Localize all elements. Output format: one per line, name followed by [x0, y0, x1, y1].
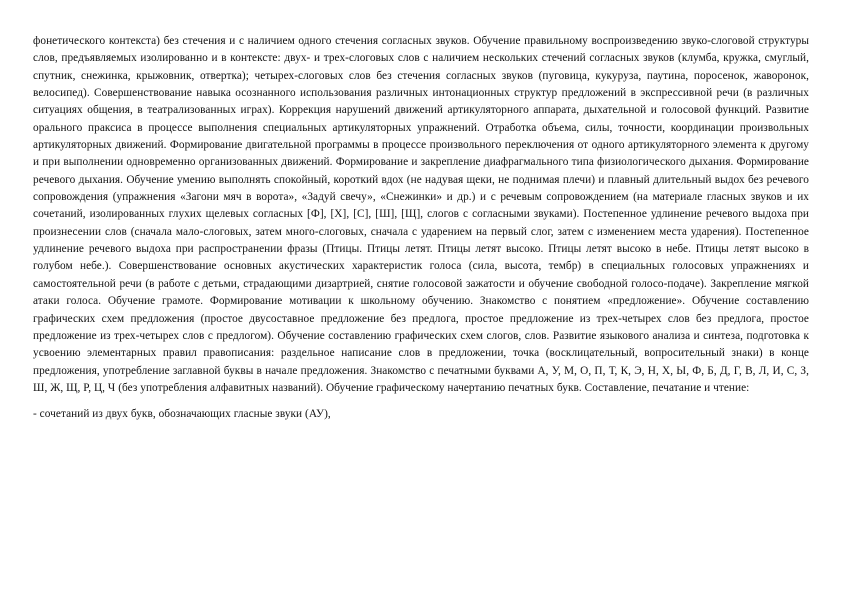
list-item: - сочетаний из двух букв, обозначающих гласные звуки (АУ),	[33, 408, 331, 421]
document-page	[33, 33, 809, 424]
body-paragraph: фонетического контекста) без стечения и с наличием одного стечения согласных звуков. Обучение правильному воспроизведению звуко-слоговой структуры слов, предъявляемых изолированно и в контексте: двух- и трех-слоговых слов с наличием нескольких стечений согласных звуков (клумба, кружка, смуглый, спутник, снежинка, крыжовник, отвертка); четырех-слоговых слов без стечения согласных звуков (пуговица, кукуруза, паутина, поросенок, жаворонок, велосипед). Совершенствование навыка осознанного использования различных интонационных структур предложений в экспрессивной речи (в различных ситуациях общения, в театрализованных играх). Коррекция нарушений движений артикуляторного аппарата, дыхательной и голосовой функций. Развитие орального праксиса в процессе выполнения специальных артикуляторных упражнений. Отработка объема, силы, точности, координации произвольных артикуляторных движений. Формирование двигательной программы в процессе произвольного переключения от одного артикуляторного элемента к другому и при выполнении одновременно организованных движений. Формирование и закрепление диафрагмального типа физиологического дыхания. Формирование речевого дыхания. Обучение умению выполнять спокойный, короткий вдох (не надувая щеки, не поднимая плечи) и плавный длительный выдох без речевого сопровождения (упражнения «Загони мяч в ворота», «Задуй свечу», «Снежинки» и др.) и с речевым сопровождением (на материале гласных звуков и их сочетаний, изолированных глухих щелевых согласных [Ф], [Х], [С], [Ш], [Щ], слогов с согласными звуками). Постепенное удлинение речевого выдоха при произнесении слов (сначала мало-слоговых, затем много-слоговых, сначала с ударением на первый слог, затем с изменением места ударения). Постепенное удлинение речевого выдоха при распространении фразы (Птицы. Птицы летят. Птицы летят высоко. Птицы летят высоко в небе. Птицы летят высоко в голубом небе.). Совершенствование основных акустических характеристик голоса (сила, высота, тембр) в специальных голосовых упражнениях и самостоятельной речи (в работе с детьми, страдающими дизартрией, снятие голосовой зажатости и обучение свободной голосо-подаче). Закрепление мягкой атаки голоса. Обучение грамоте. Формирование мотивации к школьному обучению. Знакомство с понятием «предложение». Обучение составлению графических схем предложения (простое двусоставное предложение без предлога, простое предложение из трех-четырех слов без предлога, простое предложение из трех-четырех слов с предлогом). Обучение составлению графических схем слогов, слов. Развитие языкового анализа и синтеза, подготовка к усвоению элементарных правил правописания: раздельное написание слов в предложении, точка (восклицательный, вопросительный знаки) в конце предложения, употребление заглавной буквы в начале предложения. Знакомство с печатными буквами А, У, М, О, П, Т, К, Э, Н, Х, Ы, Ф, Б, Д, Г, В, Л, И, С, З, Ш, Ж, Щ, Р, Ц, Ч (без употребления алфавитных названий). Обучение графическому начертанию печатных букв. Составление, печатание и чтение:	[33, 35, 809, 394]
